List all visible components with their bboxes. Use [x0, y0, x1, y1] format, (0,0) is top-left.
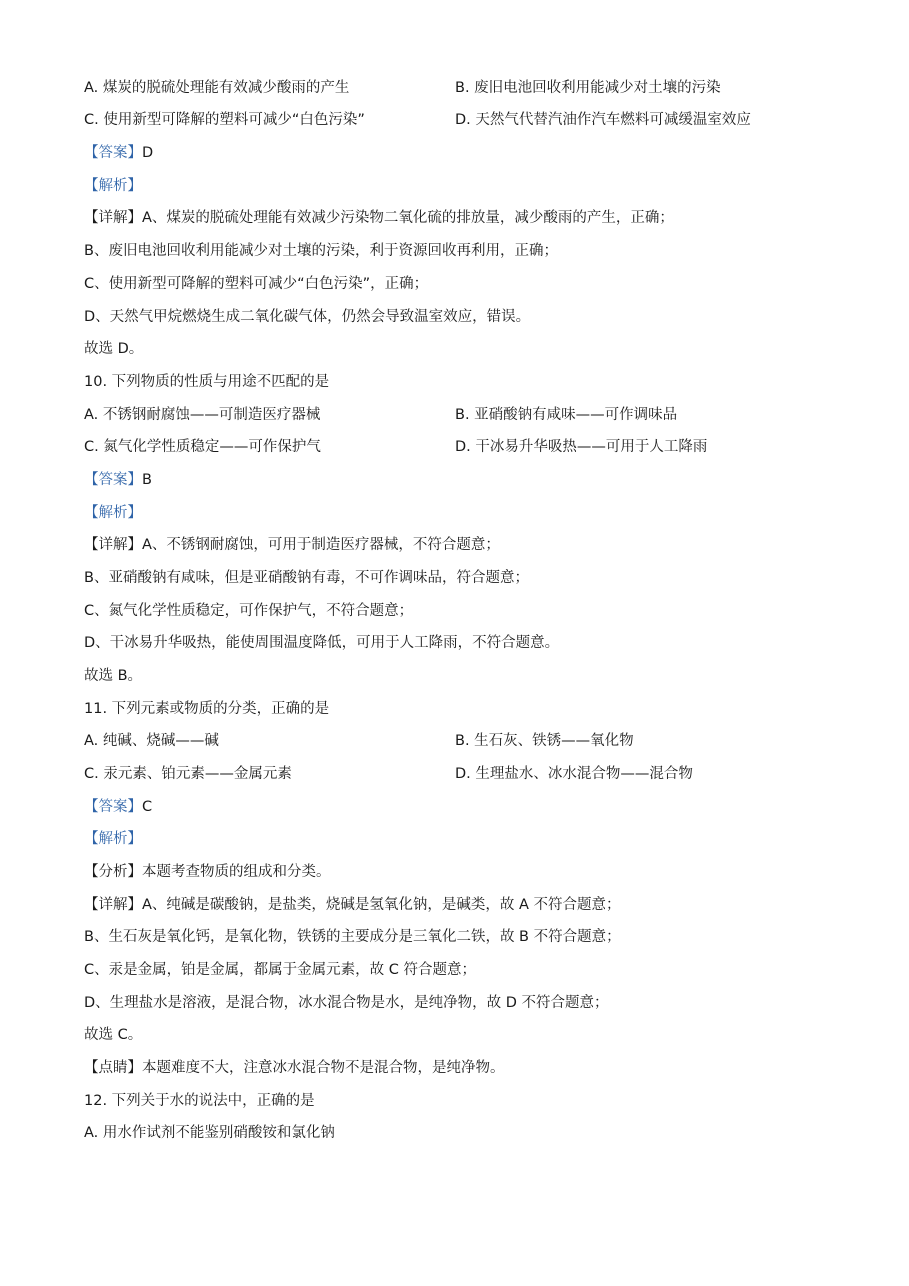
q9-answer	[84, 143, 153, 163]
q9-option-a: A. 煤炭的脱硫处理能有效减少酸雨的产生	[84, 80, 350, 96]
q9-analysis-tag: 【解析】	[84, 178, 142, 194]
q10-detail-line-3: C、氮气化学性质稳定，可作保护气，不符合题意；	[84, 603, 414, 619]
q9-detail-line-4: D、天然气甲烷燃烧生成二氧化碳气体，仍然会导致温室效应，错误。	[84, 309, 531, 325]
q11-detail-line-1	[84, 895, 621, 915]
detail-tag: 【详解】	[84, 897, 142, 913]
answer-value: C	[142, 799, 153, 815]
q10-answer	[84, 470, 152, 490]
q11-option-d: D. 生理盐水、冰水混合物——混合物	[455, 766, 693, 782]
answer-tag: 【答案】	[84, 472, 142, 488]
q12-stem: 12. 下列关于水的说法中，正确的是	[84, 1093, 315, 1109]
q11-analysis-tag: 【解析】	[84, 831, 142, 847]
q9-option-b: B. 废旧电池回收利用能减少对土壤的污染	[455, 80, 721, 96]
q12-option-a: A. 用水作试剂不能鉴别硝酸铵和氯化钠	[84, 1125, 335, 1141]
q10-detail-line-4: D、干冰易升华吸热，能使周围温度降低，可用于人工降雨，不符合题意。	[84, 635, 560, 651]
answer-value: D	[142, 145, 154, 161]
q11-detail-line-2: B、生石灰是氧化钙，是氧化物，铁锈的主要成分是三氧化二铁，故 B 不符合题意；	[84, 929, 621, 945]
q11-option-c: C. 汞元素、铂元素——金属元素	[84, 766, 292, 782]
q9-option-d: D. 天然气代替汽油作汽车燃料可减缓温室效应	[455, 112, 751, 128]
detail-text: A、煤炭的脱硫处理能有效减少污染物二氧化硫的排放量，减少酸雨的产生，正确；	[142, 210, 674, 226]
q11-fenxi: 【分析】本题考查物质的组成和分类。	[84, 864, 331, 880]
q11-detail-line-3: C、汞是金属，铂是金属，都属于金属元素，故 C 符合题意；	[84, 962, 476, 978]
q9-detail-line-1	[84, 208, 674, 228]
answer-value: B	[142, 472, 152, 488]
q11-dianjing: 【点睛】本题难度不大，注意冰水混合物不是混合物，是纯净物。	[84, 1060, 505, 1076]
q10-option-b: B. 亚硝酸钠有咸味——可作调味品	[455, 407, 678, 423]
detail-tag: 【详解】	[84, 210, 142, 226]
q11-stem: 11. 下列元素或物质的分类，正确的是	[84, 701, 330, 717]
q9-detail-line-2: B、废旧电池回收利用能减少对土壤的污染，利于资源回收再利用，正确；	[84, 243, 558, 259]
q11-detail-line-4: D、生理盐水是溶液，是混合物，冰水混合物是水，是纯净物，故 D 不符合题意；	[84, 995, 609, 1011]
q10-detail-line-2: B、亚硝酸钠有咸味，但是亚硝酸钠有毒，不可作调味品，符合题意；	[84, 570, 529, 586]
q9-conclusion: 故选 D。	[84, 341, 144, 357]
detail-tag: 【详解】	[84, 537, 142, 553]
q11-answer	[84, 797, 152, 817]
q10-option-a: A. 不锈钢耐腐蚀——可制造医疗器械	[84, 407, 321, 423]
q10-detail-line-1	[84, 535, 500, 555]
q10-analysis-tag: 【解析】	[84, 505, 142, 521]
q10-option-d: D. 干冰易升华吸热——可用于人工降雨	[455, 439, 708, 455]
detail-text: A、纯碱是碳酸钠，是盐类，烧碱是氢氧化钠，是碱类，故 A 不符合题意；	[142, 897, 621, 913]
q10-option-c: C. 氮气化学性质稳定——可作保护气	[84, 439, 321, 455]
q9-detail-line-3: C、使用新型可降解的塑料可减少“白色污染”，正确；	[84, 276, 429, 292]
answer-tag: 【答案】	[84, 799, 142, 815]
q11-conclusion: 故选 C。	[84, 1027, 143, 1043]
q10-conclusion: 故选 B。	[84, 668, 143, 684]
q10-stem: 10. 下列物质的性质与用途不匹配的是	[84, 374, 330, 390]
q11-option-a: A. 纯碱、烧碱——碱	[84, 733, 219, 749]
q9-option-c: C. 使用新型可降解的塑料可减少“白色污染”	[84, 112, 365, 128]
detail-text: A、不锈钢耐腐蚀，可用于制造医疗器械，不符合题意；	[142, 537, 500, 553]
answer-tag: 【答案】	[84, 145, 142, 161]
q11-option-b: B. 生石灰、铁锈——氧化物	[455, 733, 634, 749]
